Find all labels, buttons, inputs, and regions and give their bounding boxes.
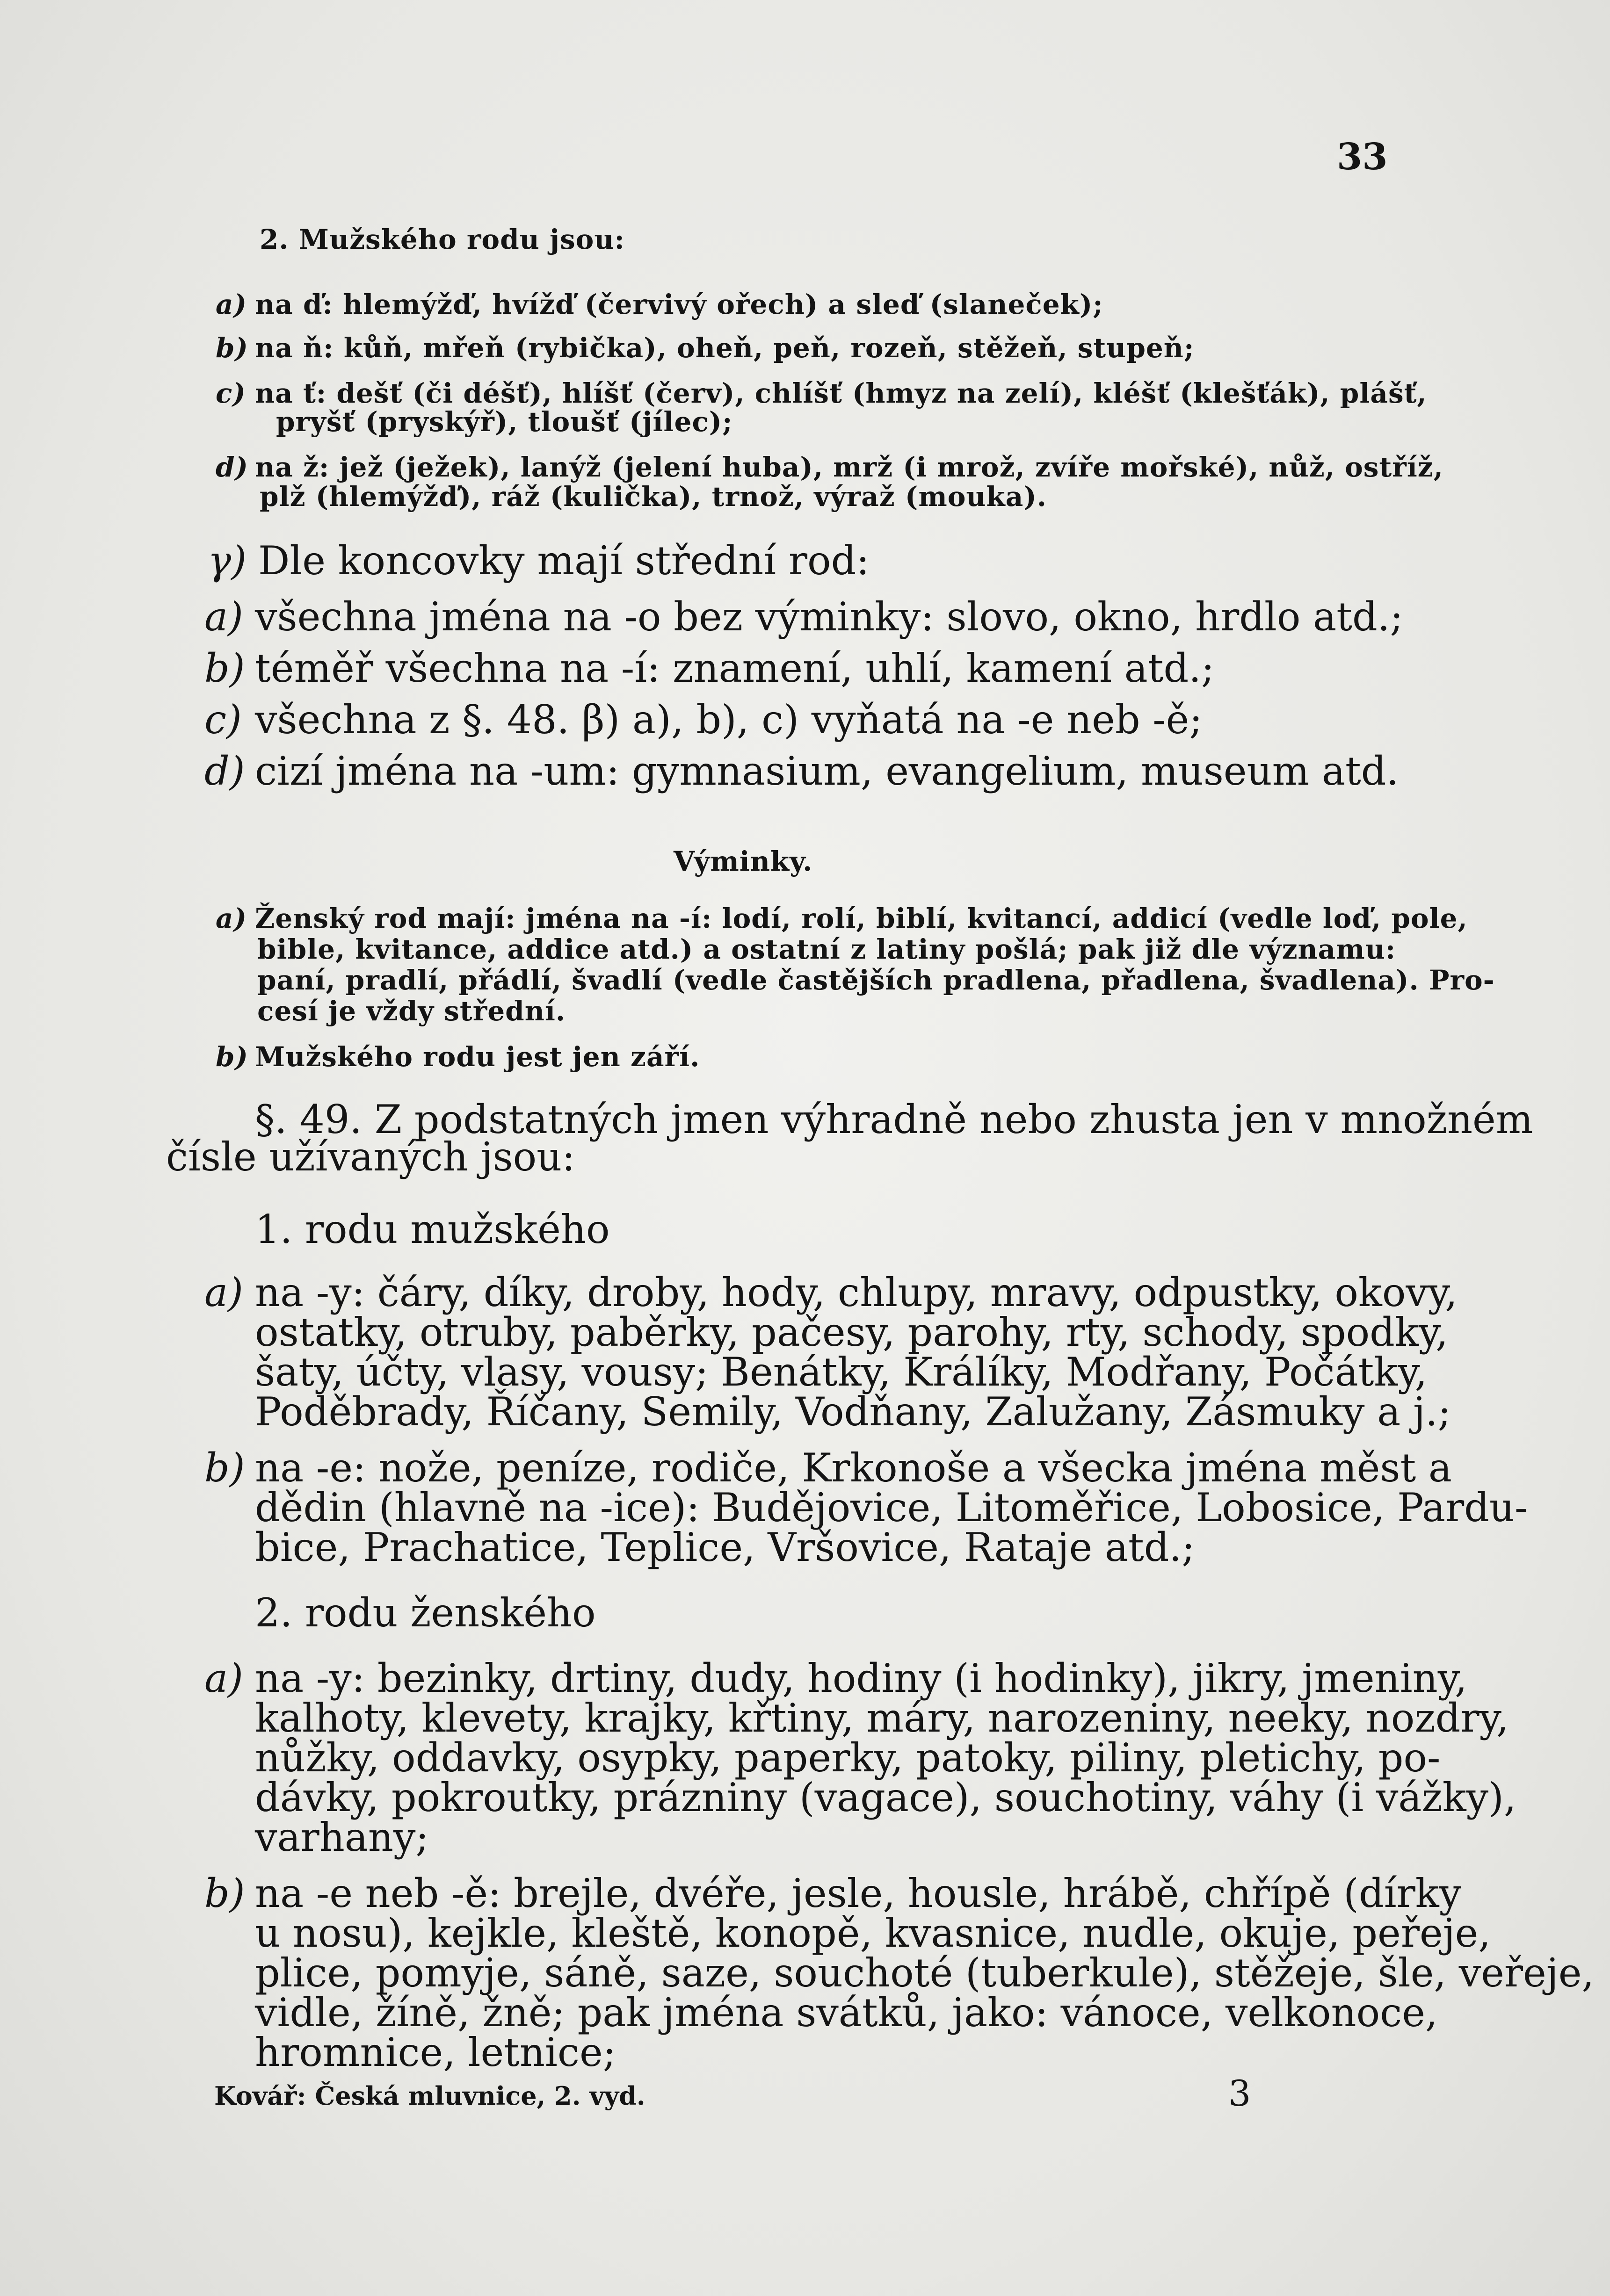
line-text: ostatky, otruby, paběrky, pačesy, parohy, rty, schody, spodky, — [255, 1309, 1448, 1355]
text-line — [674, 845, 812, 877]
text-line — [255, 1485, 1528, 1531]
text-line — [204, 697, 1203, 743]
text-line — [255, 1524, 1195, 1570]
line-text: hromnice, letnice; — [255, 2029, 616, 2075]
line-text: §. 49. Z podstatných jmen výhradně nebo zhusta jen v množném — [255, 1097, 1533, 1142]
line-text: dědin (hlavně na -ice): Budějovice, Litoměřice, Lobosice, Pardu- — [255, 1485, 1528, 1531]
text-line — [204, 1655, 1467, 1701]
text-line — [257, 964, 1495, 996]
line-text: na -y: bezinky, drtiny, dudy, hodiny (i hodinky), jikry, jmeniny, — [255, 1655, 1467, 1701]
text-line — [257, 995, 566, 1027]
item-label: c) — [216, 377, 246, 409]
text-line — [255, 1814, 429, 1860]
item-label: b) — [204, 1870, 245, 1916]
text-line — [255, 1590, 596, 1636]
item-label: a) — [204, 1655, 243, 1701]
line-text: všechna z §. 48. β) a), b), c) vyňatá na -e neb -ě; — [255, 697, 1203, 743]
item-label: b) — [204, 1445, 245, 1491]
text-line — [255, 2029, 616, 2075]
line-text: na -e: nože, peníze, rodiče, Krkonoše a všecka jména měst a — [255, 1445, 1452, 1491]
text-line — [216, 451, 1443, 483]
text-line — [204, 1445, 1452, 1491]
text-line — [255, 1775, 1516, 1820]
text-line — [166, 1134, 575, 1180]
line-text: 1. rodu mužského — [255, 1206, 610, 1252]
text-line — [216, 1041, 700, 1073]
text-line — [216, 332, 1195, 364]
text-line — [255, 1206, 610, 1252]
line-text: Dle koncovky mají střední rod: — [258, 538, 870, 584]
line-text: pryšť (pryskýř), tloušť (jílec); — [276, 406, 733, 438]
text-line — [204, 1270, 1458, 1315]
line-text: u nosu), kejkle, kleště, konopě, kvasnice, nudle, okuje, peřeje, — [255, 1910, 1491, 1956]
item-label: b) — [216, 1041, 248, 1073]
item-label: a) — [204, 594, 243, 640]
line-text: cesí je vždy střední. — [257, 995, 566, 1027]
line-text: nůžky, oddavky, osypky, paperky, patoky, piliny, pletichy, po- — [255, 1735, 1441, 1781]
item-label: γ) — [208, 538, 247, 584]
footer-citation: Kovář: Česká mluvnice, 2. vyd. — [214, 2081, 645, 2111]
item-label: a) — [216, 289, 247, 320]
line-text: všechna jména na -o bez výminky: slovo, okno, hrdlo atd.; — [255, 594, 1403, 640]
line-text: šaty, účty, vlasy, vousy; Benátky, Králíky, Modřany, Počátky, — [255, 1349, 1428, 1395]
line-text: Poděbrady, Říčany, Semily, Vodňany, Zalužany, Zásmuky a j.; — [255, 1389, 1451, 1435]
line-text: plž (hlemýžď), ráž (kulička), trnož, výraž (mouka). — [260, 481, 1047, 513]
item-label: c) — [204, 697, 242, 743]
text-line — [216, 377, 1427, 409]
text-line — [204, 645, 1215, 691]
text-line — [276, 406, 733, 438]
page-number: 33 — [1337, 136, 1388, 178]
text-line — [204, 748, 1399, 794]
text-line — [257, 933, 1396, 965]
line-text: Mužského rodu jest jen září. — [255, 1041, 700, 1073]
line-text: téměř všechna na -í: znamení, uhlí, kamení atd.; — [255, 645, 1215, 691]
line-text: na ť: dešť (či déšť), hlíšť (červ), chlíšť (hmyz na zelí), kléšť (klešťák), plášť, — [255, 377, 1427, 409]
line-text: 2. Mužského rodu jsou: — [260, 224, 625, 255]
line-text: varhany; — [255, 1814, 429, 1860]
text-line — [260, 224, 625, 255]
line-text: dávky, pokroutky, prázniny (vagace), souchotiny, váhy (i vážky), — [255, 1775, 1516, 1820]
text-line — [255, 1910, 1491, 1956]
line-text: na -y: čáry, díky, droby, hody, chlupy, mravy, odpustky, okovy, — [255, 1270, 1458, 1315]
line-text: na -e neb -ě: brejle, dvéře, jesle, housle, hrábě, chřípě (dírky — [255, 1870, 1462, 1916]
line-text: vidle, žíně, žně; pak jména svátků, jako: vánoce, velkonoce, — [255, 1990, 1438, 2036]
item-label: b) — [216, 332, 248, 364]
text-line — [204, 1870, 1462, 1916]
text-line — [216, 903, 1468, 934]
line-text: čísle užívaných jsou: — [166, 1134, 575, 1180]
text-line — [255, 1950, 1594, 1996]
text-line — [255, 1990, 1438, 2036]
line-text: na ď: hlemýžď, hvížď (červivý ořech) a sleď (slaneček); — [255, 289, 1103, 320]
text-line — [216, 289, 1103, 320]
text-line — [255, 1735, 1440, 1781]
text-line — [255, 1389, 1451, 1435]
line-text: paní, pradlí, přádlí, švadlí (vedle častějších pradlena, přadlena, švadlena). Pro- — [257, 964, 1495, 996]
text-line — [204, 594, 1403, 640]
line-text: bice, Prachatice, Teplice, Vršovice, Rataje atd.; — [255, 1524, 1195, 1570]
item-label: d) — [216, 451, 248, 483]
item-label: a) — [204, 1270, 243, 1315]
item-label: b) — [204, 645, 245, 691]
line-text: 2. rodu ženského — [255, 1590, 596, 1636]
text-line — [255, 1309, 1448, 1355]
text-line — [260, 481, 1047, 513]
line-text: kalhoty, klevety, krajky, křtiny, máry, narozeniny, neeky, nozdry, — [255, 1695, 1509, 1741]
line-text: plice, pomyje, sáně, saze, souchoté (tuberkule), stěžeje, šle, veřeje, — [255, 1950, 1595, 1996]
line-text: cizí jména na -um: gymnasium, evangelium, museum atd. — [255, 748, 1399, 794]
text-line — [255, 1349, 1427, 1395]
item-label: d) — [204, 748, 245, 794]
signature-mark: 3 — [1228, 2072, 1251, 2114]
line-text: na ž: jež (ježek), lanýž (jelení huba), mrž (i mrož, zvíře mořské), nůž, ostříž, — [255, 451, 1443, 483]
item-label: a) — [216, 903, 247, 934]
text-line — [208, 538, 870, 584]
line-text: na ň: kůň, mřeň (rybička), oheň, peň, rozeň, stěžeň, stupeň; — [255, 332, 1195, 364]
line-text: bible, kvitance, addice atd.) a ostatní z latiny pošlá; pak již dle významu: — [257, 933, 1396, 965]
line-text: Výminky. — [674, 845, 813, 877]
line-text: Ženský rod mají: jména na -í: lodí, rolí, biblí, kvitancí, addicí (vedle loď, pole, — [255, 903, 1468, 934]
text-line — [255, 1695, 1509, 1741]
